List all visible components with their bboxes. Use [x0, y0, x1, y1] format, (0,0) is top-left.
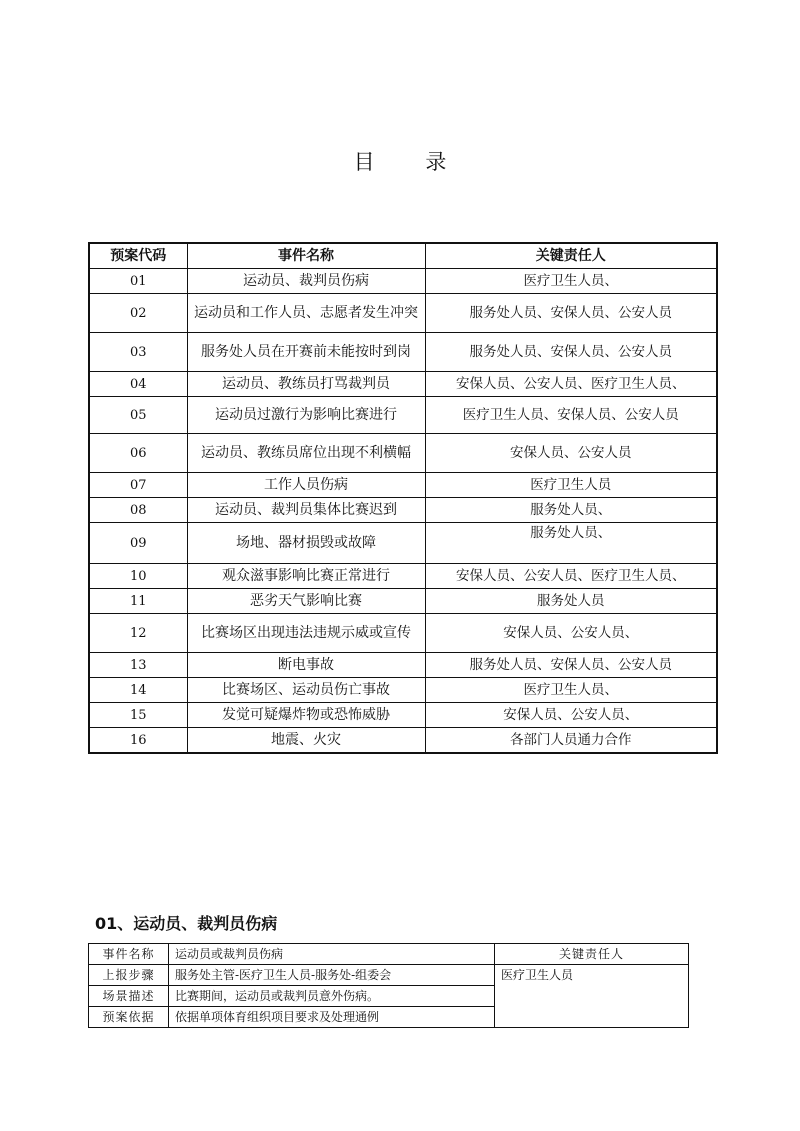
- row-code: 16: [89, 728, 187, 754]
- row-event: 恶劣天气影响比赛: [187, 589, 425, 614]
- row-responsible: 服务处人员、: [425, 523, 717, 564]
- row-code: 11: [89, 589, 187, 614]
- row-code: 03: [89, 333, 187, 372]
- row-code: 01: [89, 269, 187, 294]
- table-row: [89, 944, 689, 965]
- table-row: [89, 728, 717, 754]
- row-code: 10: [89, 564, 187, 589]
- row-event: 比赛场区出现违法违规示威或宣传: [187, 614, 425, 653]
- row-event: 观众滋事影响比赛正常进行: [187, 564, 425, 589]
- detail-value: 比赛期间，运动员或裁判员意外伤病。: [169, 986, 495, 1007]
- table-row: [89, 294, 717, 333]
- row-responsible: 医疗卫生人员: [425, 473, 717, 498]
- table-row: [89, 523, 717, 564]
- detail-label: 事件名称: [89, 944, 169, 965]
- detail-value: 运动员或裁判员伤病: [169, 944, 495, 965]
- row-code: 05: [89, 397, 187, 434]
- table-row: [89, 965, 689, 986]
- table-row: [89, 703, 717, 728]
- row-responsible: 医疗卫生人员、安保人员、公安人员: [425, 397, 717, 434]
- detail-responsible-header: 关键责任人: [495, 944, 689, 965]
- table-row: [89, 473, 717, 498]
- table-row: [89, 498, 717, 523]
- row-responsible: 各部门人员通力合作: [425, 728, 717, 754]
- row-event: 工作人员伤病: [187, 473, 425, 498]
- row-code: 15: [89, 703, 187, 728]
- row-event: 运动员、裁判员集体比赛迟到: [187, 498, 425, 523]
- detail-label: 上报步骤: [89, 965, 169, 986]
- row-responsible: 安保人员、公安人员、: [425, 614, 717, 653]
- row-responsible: 服务处人员、安保人员、公安人员: [425, 653, 717, 678]
- row-responsible: 服务处人员、安保人员、公安人员: [425, 294, 717, 333]
- row-responsible: 安保人员、公安人员: [425, 434, 717, 473]
- toc-title: 目 录: [353, 150, 469, 174]
- table-row: [89, 564, 717, 589]
- row-code: 13: [89, 653, 187, 678]
- table-row: [89, 614, 717, 653]
- row-code: 14: [89, 678, 187, 703]
- row-code: 09: [89, 523, 187, 564]
- detail-value: 服务处主管-医疗卫生人员-服务处-组委会: [169, 965, 495, 986]
- row-event: 运动员过激行为影响比赛进行: [187, 397, 425, 434]
- row-responsible: 服务处人员: [425, 589, 717, 614]
- table-row: [89, 434, 717, 473]
- row-responsible: 安保人员、公安人员、: [425, 703, 717, 728]
- detail-value: 依据单项体育组织项目要求及处理通例: [169, 1007, 495, 1028]
- section-title: 01、运动员、裁判员伤病: [95, 914, 278, 933]
- toc-table: [88, 242, 718, 754]
- row-event: 比赛场区、运动员伤亡事故: [187, 678, 425, 703]
- toc-header-row: [89, 243, 717, 269]
- row-code: 04: [89, 372, 187, 397]
- row-responsible: 医疗卫生人员、: [425, 678, 717, 703]
- row-event: 运动员、裁判员伤病: [187, 269, 425, 294]
- row-event: 断电事故: [187, 653, 425, 678]
- table-row: [89, 589, 717, 614]
- table-row: [89, 333, 717, 372]
- row-event: 场地、器材损毁或故障: [187, 523, 425, 564]
- table-row: [89, 653, 717, 678]
- header-code: 预案代码: [89, 243, 187, 269]
- row-responsible: 安保人员、公安人员、医疗卫生人员、: [425, 372, 717, 397]
- row-event: 地震、火灾: [187, 728, 425, 754]
- row-responsible: 服务处人员、安保人员、公安人员: [425, 333, 717, 372]
- detail-responsible-value: 医疗卫生人员: [495, 965, 689, 1028]
- row-responsible: 服务处人员、: [425, 498, 717, 523]
- row-code: 06: [89, 434, 187, 473]
- table-row: [89, 372, 717, 397]
- row-event: 发觉可疑爆炸物或恐怖威胁: [187, 703, 425, 728]
- detail-label: 预案依据: [89, 1007, 169, 1028]
- row-code: 08: [89, 498, 187, 523]
- table-row: [89, 397, 717, 434]
- row-event: 运动员、教练员席位出现不利横幅: [187, 434, 425, 473]
- row-code: 02: [89, 294, 187, 333]
- header-responsible: 关键责任人: [425, 243, 717, 269]
- row-event: 运动员和工作人员、志愿者发生冲突: [187, 294, 425, 333]
- detail-label: 场景描述: [89, 986, 169, 1007]
- detail-table: [88, 943, 689, 1028]
- header-event: 事件名称: [187, 243, 425, 269]
- row-event: 服务处人员在开赛前未能按时到岗: [187, 333, 425, 372]
- row-responsible: 医疗卫生人员、: [425, 269, 717, 294]
- row-code: 12: [89, 614, 187, 653]
- row-code: 07: [89, 473, 187, 498]
- table-row: [89, 269, 717, 294]
- row-event: 运动员、教练员打骂裁判员: [187, 372, 425, 397]
- table-row: [89, 678, 717, 703]
- row-responsible: 安保人员、公安人员、医疗卫生人员、: [425, 564, 717, 589]
